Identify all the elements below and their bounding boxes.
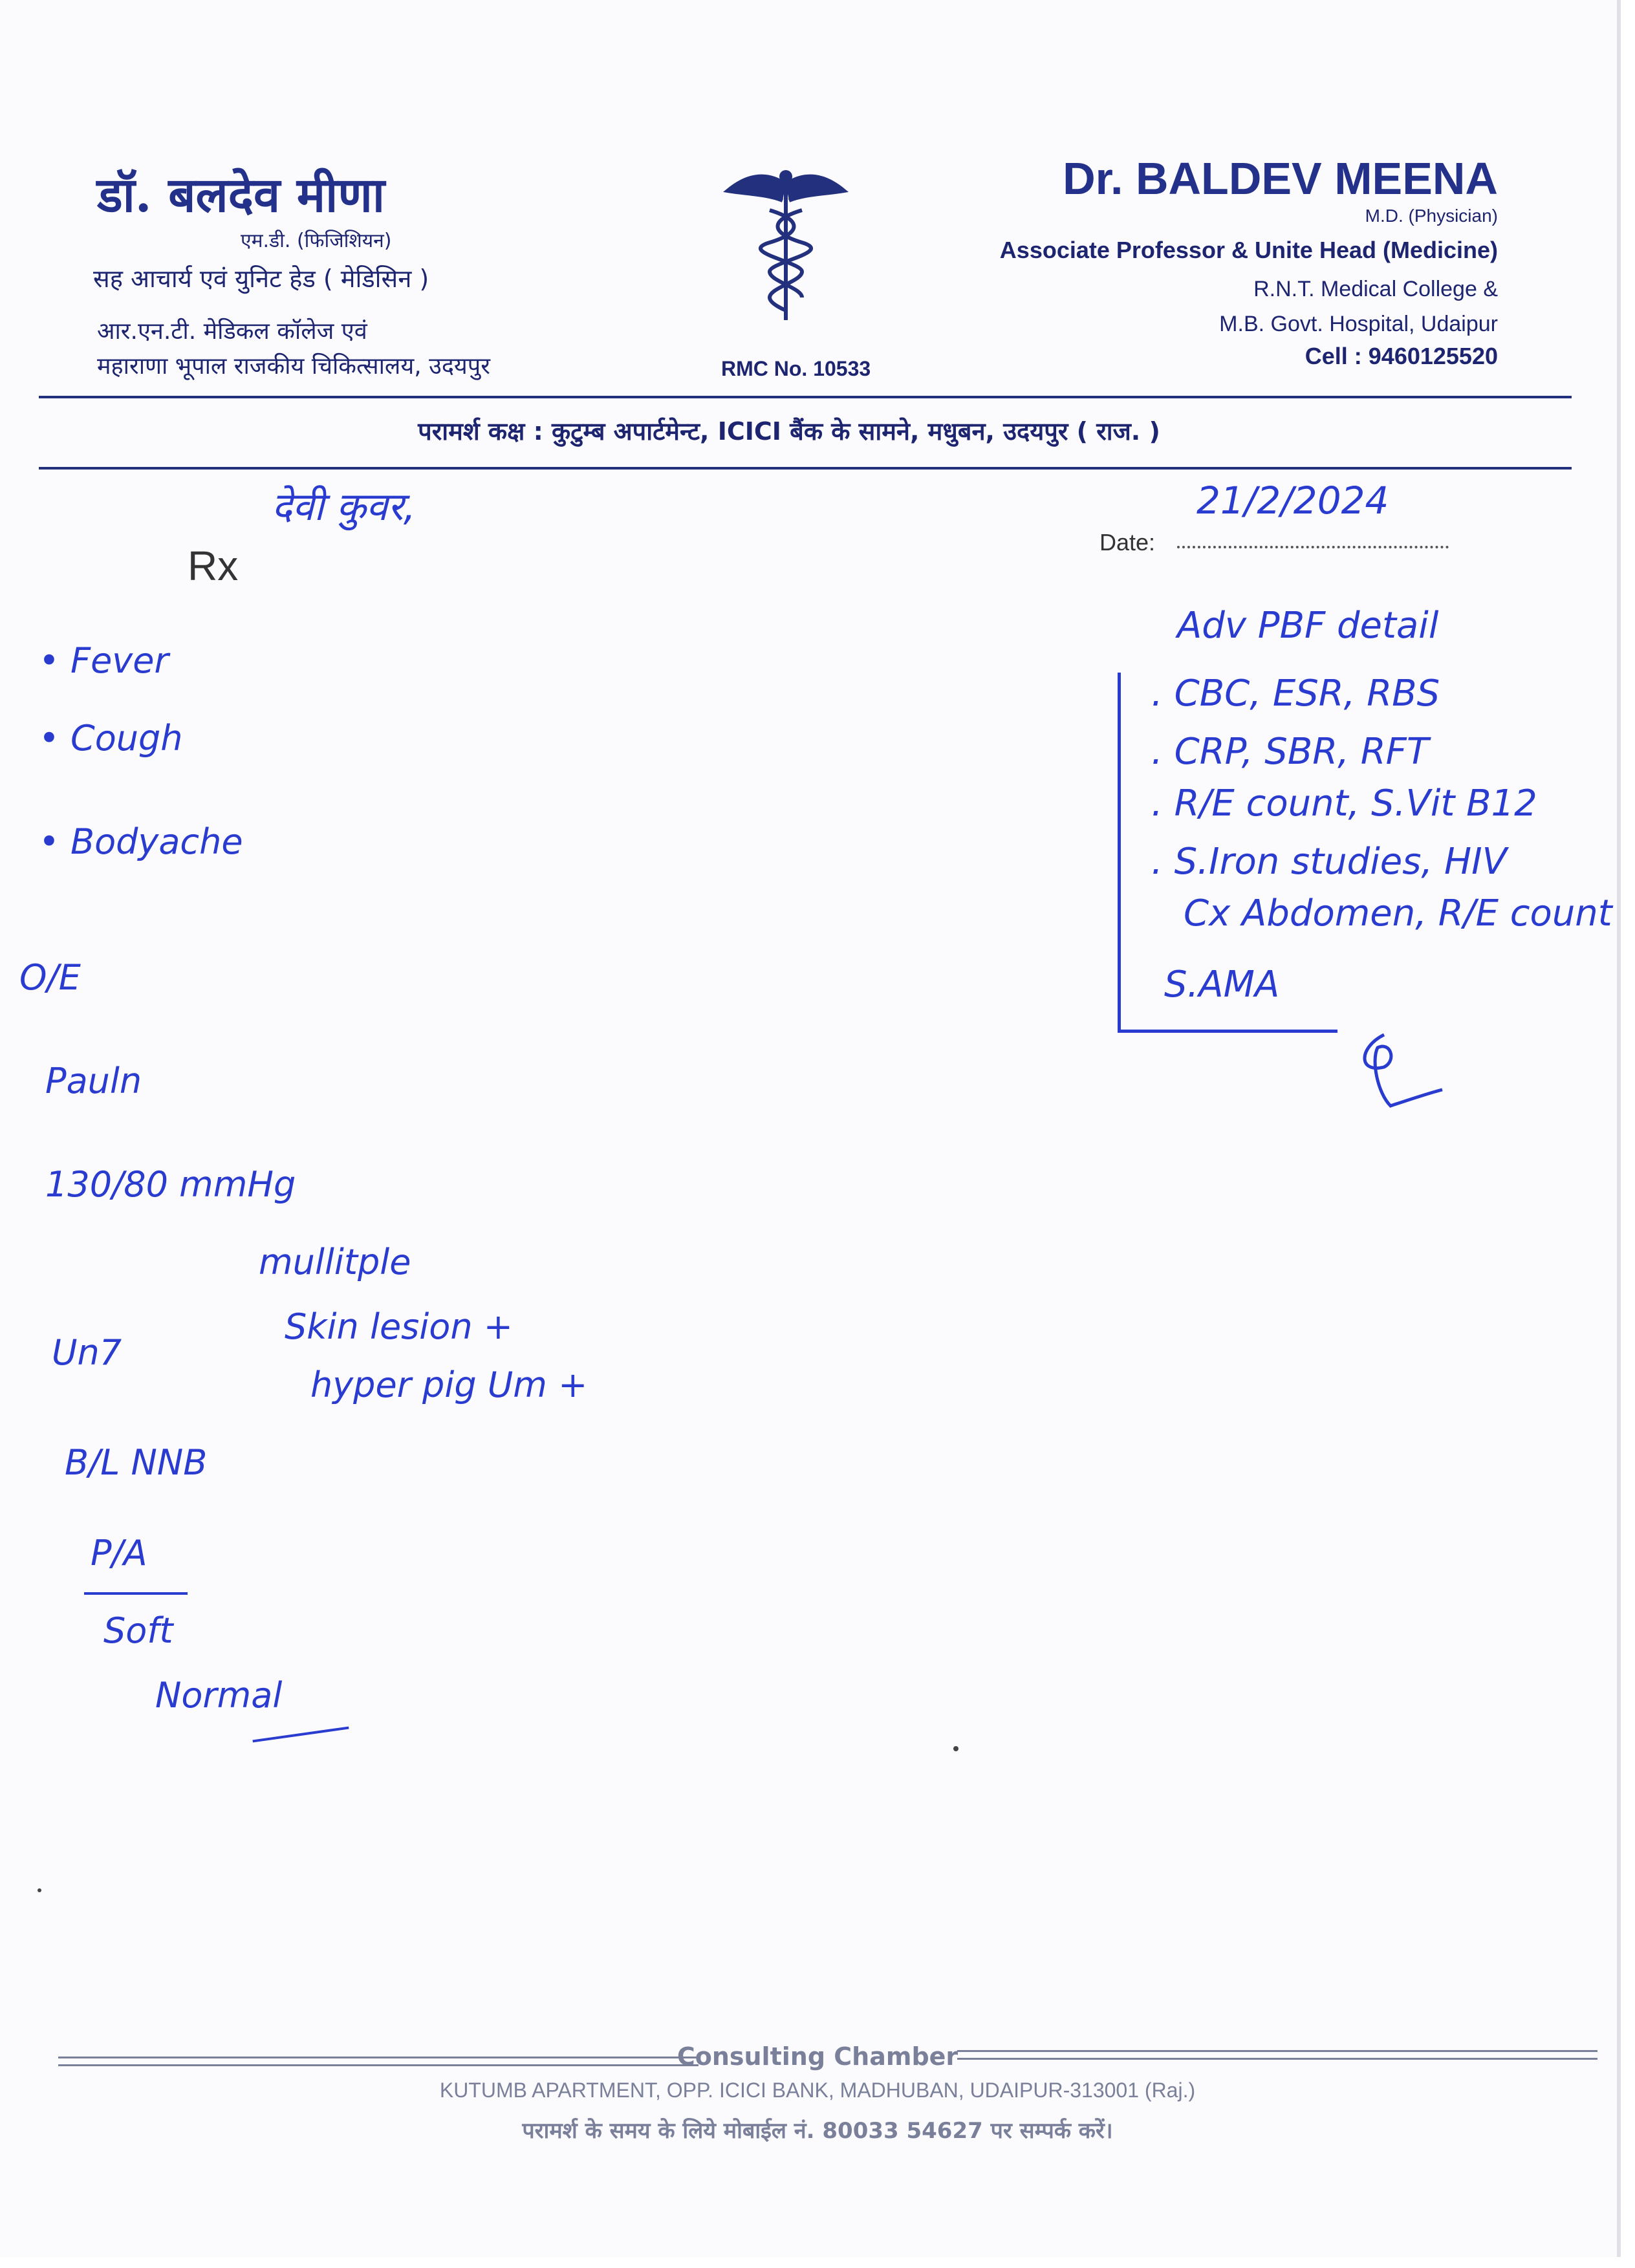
doctor-phone: Cell : 9460125520 <box>1305 343 1498 369</box>
stray-mark <box>38 1888 41 1892</box>
note-hyper-pig: hyper pig Um + <box>310 1365 588 1405</box>
footer-address: KUTUMB APARTMENT, OPP. ICICI BANK, MADHUBAN, UDAIPUR-313001 (Raj.) <box>439 2079 1196 2102</box>
date-line <box>1177 532 1449 548</box>
college-line1-hindi: आर.एन.टी. मेडिकल कॉलेज एवं <box>97 318 367 345</box>
date-label: Date: <box>1099 529 1156 556</box>
rmc-number: RMC No. 10533 <box>721 357 871 380</box>
college-line1-english: R.N.T. Medical College & <box>1253 277 1498 301</box>
note-fever: • Fever <box>39 640 169 681</box>
advice-bracket-bottom <box>1118 1030 1337 1033</box>
header-rule-bottom <box>39 467 1572 470</box>
advice-line6: S.AMA <box>1164 964 1280 1006</box>
normal-underline <box>252 1727 349 1743</box>
stray-mark <box>953 1746 958 1751</box>
note-normal: Normal <box>155 1675 283 1716</box>
pa-underline <box>84 1592 188 1595</box>
note-cough: • Cough <box>39 718 183 759</box>
note-um: Un7 <box>52 1332 122 1373</box>
doctor-title-english: Associate Professor & Unite Head (Medicine) <box>999 237 1498 263</box>
note-bl-nnb: B/L NNB <box>65 1442 208 1483</box>
note-oe: O/E <box>19 957 81 998</box>
college-line2-english: M.B. Govt. Hospital, Udaipur <box>1219 312 1498 336</box>
note-skin-lesion: Skin lesion + <box>285 1306 513 1347</box>
advice-line1: . CBC, ESR, RBS <box>1151 673 1440 715</box>
date-value: 21/2/2024 <box>1196 479 1389 523</box>
note-pa: P/A <box>91 1533 147 1573</box>
note-soft: Soft <box>103 1610 173 1651</box>
note-bp: 130/80 mmHg <box>45 1164 296 1205</box>
footer-title: Consulting Chamber <box>677 2042 958 2071</box>
chamber-address: परामर्श कक्ष : कुटुम्ब अपार्टमेन्ट, ICICI बैंक के सामने, मधुबन, उदयपुर ( राज. ) <box>418 417 1160 446</box>
doctor-name-hindi: डॉ. बलदेव मीणा <box>97 167 385 223</box>
advice-line3: . R/E count, S.Vit B12 <box>1151 783 1537 825</box>
caduceus-icon <box>721 165 850 327</box>
advice-line5: Cx Abdomen, R/E count <box>1184 892 1612 934</box>
footer-note: परामर्श के समय के लिये मोबाईल नं. 80033 54627 पर सम्पर्क करें। <box>522 2118 1113 2144</box>
doctor-name-english: Dr. BALDEV MEENA <box>1063 153 1498 204</box>
doctor-signature <box>1345 1022 1449 1119</box>
advice-line2: . CRP, SBR, RFT <box>1151 731 1429 773</box>
header-rule-top <box>39 396 1572 398</box>
patient-name: देवी कुवर, <box>272 484 416 530</box>
note-pulse: Pauln <box>45 1061 142 1101</box>
doctor-degree-hindi: एम.डी. (फिजिशियन) <box>241 230 392 252</box>
rx-symbol: Rx <box>188 543 239 589</box>
note-bodyache: • Bodyache <box>39 821 243 862</box>
advice-line4: . S.Iron studies, HIV <box>1151 841 1507 883</box>
college-line2-hindi: महाराणा भूपाल राजकीय चिकित्सालय, उदयपुर <box>97 353 490 380</box>
doctor-title-hindi: सह आचार्य एवं युनिट हेड ( मेडिसिन ) <box>93 265 429 293</box>
doctor-degree-english: M.D. (Physician) <box>1365 206 1498 226</box>
note-multiple: mullitple <box>259 1242 411 1282</box>
advice-heading: Adv PBF detail <box>1177 605 1439 647</box>
advice-bracket-vertical <box>1118 673 1121 1031</box>
